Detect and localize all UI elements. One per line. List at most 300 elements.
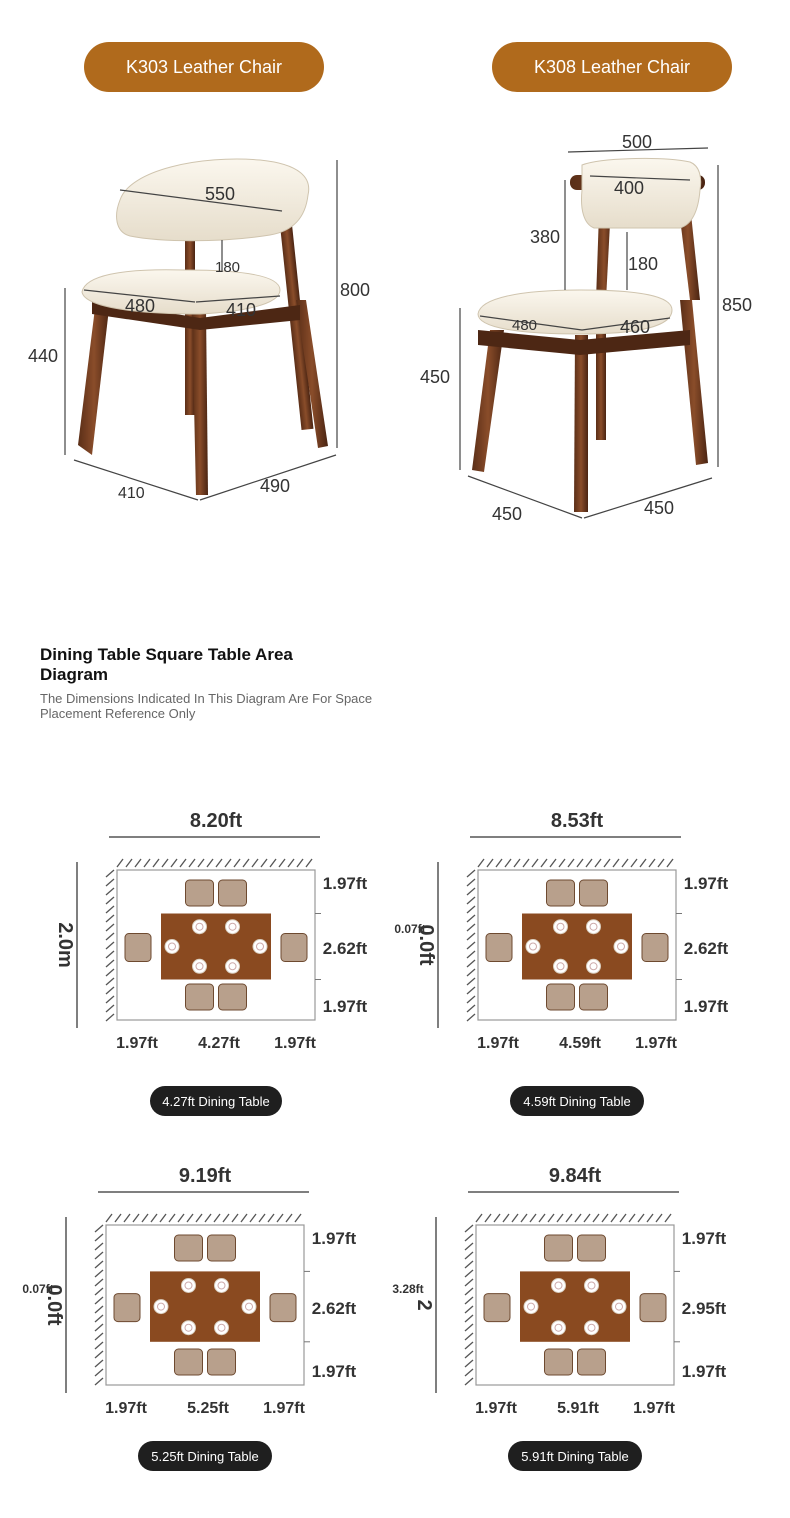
plate [587, 920, 601, 934]
wall-hatch [465, 1351, 473, 1358]
chair-left [114, 1294, 140, 1322]
wall-hatch [467, 897, 475, 904]
wall-hatch [629, 1214, 635, 1222]
wall-hatch [106, 924, 114, 931]
chair-right [642, 934, 668, 962]
chair-top [208, 1235, 236, 1261]
plan-4-tag [508, 1441, 642, 1471]
wall-hatch [106, 906, 114, 913]
wall-hatch [604, 859, 610, 867]
plate [165, 940, 179, 954]
wall-hatch [106, 951, 114, 958]
wall-hatch [559, 859, 565, 867]
wall-hatch [595, 859, 601, 867]
plan-3-tag-label: 5.25ft Dining Table [151, 1448, 259, 1464]
wall-hatch [277, 1214, 283, 1222]
room-outline [117, 870, 315, 1020]
wall-hatch [95, 1351, 103, 1358]
right-dim-label: 1.97ft [681, 1362, 727, 1381]
wall-hatch [514, 859, 520, 867]
plate-rim [618, 943, 625, 950]
k308-gap: 180 [628, 254, 659, 274]
wall-hatch [647, 1214, 653, 1222]
chair-bottom [547, 984, 575, 1010]
wall-hatch [234, 859, 240, 867]
plate-rim [557, 923, 564, 930]
wall-hatch [95, 1270, 103, 1277]
wall-hatch [124, 1214, 130, 1222]
wall-hatch [95, 1288, 103, 1295]
k308-back-height: 380 [530, 227, 561, 247]
plate [587, 959, 601, 973]
plate [253, 940, 267, 954]
chair-bottom [208, 1349, 236, 1375]
wall-hatch [178, 1214, 184, 1222]
k308-seat-height: 450 [420, 367, 451, 387]
wall-hatch [665, 1214, 671, 1222]
wall-hatch [566, 1214, 572, 1222]
plate-rim [185, 1282, 192, 1289]
wall-hatch [106, 1005, 114, 1012]
wall-hatch [467, 969, 475, 976]
wall-hatch [286, 1214, 292, 1222]
bottom-dim-label: 1.97ft [477, 1035, 519, 1052]
wall-hatch [144, 859, 150, 867]
bottom-dim-label: 1.97ft [274, 1035, 316, 1052]
plate [612, 1300, 626, 1314]
wall-hatch [638, 1214, 644, 1222]
wall-hatch [95, 1315, 103, 1322]
wall-hatch [467, 924, 475, 931]
wall-hatch [465, 1288, 473, 1295]
bottom-dim-label: 4.27ft [198, 1035, 240, 1052]
right-dim-label: 2.62ft [322, 939, 368, 958]
wall-hatch [505, 859, 511, 867]
chair-top [175, 1235, 203, 1261]
plate-rim [169, 943, 176, 950]
wall-hatch [106, 897, 114, 904]
plate [182, 1278, 196, 1292]
wall-hatch [95, 1225, 103, 1232]
height-label: 2.0m [54, 922, 76, 968]
wall-hatch [467, 1014, 475, 1021]
wall-hatch [95, 1252, 103, 1259]
k303-height: 800 [340, 280, 371, 300]
wall-hatch [568, 859, 574, 867]
plate [242, 1300, 256, 1314]
chair-bottom [219, 984, 247, 1010]
wall-hatch [465, 1243, 473, 1250]
wall-hatch [467, 987, 475, 994]
wall-hatch [306, 859, 312, 867]
k303-base-depth: 490 [260, 476, 291, 496]
wall-hatch [631, 859, 637, 867]
wall-hatch [467, 870, 475, 877]
chair-top [547, 880, 575, 906]
wall-hatch [465, 1279, 473, 1286]
wall-hatch [95, 1360, 103, 1367]
plate [524, 1300, 538, 1314]
wall-hatch [465, 1324, 473, 1331]
wall-hatch [503, 1214, 509, 1222]
k308-base-width: 450 [492, 504, 523, 524]
right-dim-label: 1.97ft [311, 1362, 357, 1381]
plate-rim [229, 923, 236, 930]
wall-hatch [658, 859, 664, 867]
wall-hatch [106, 888, 114, 895]
total-width-label: 9.84ft [548, 1165, 602, 1187]
bottom-dim-label: 1.97ft [105, 1400, 147, 1417]
wall-hatch [196, 1214, 202, 1222]
total-width-label: 8.20ft [189, 810, 243, 832]
wall-hatch [667, 859, 673, 867]
wall-hatch [622, 859, 628, 867]
wall-hatch [611, 1214, 617, 1222]
wall-hatch [95, 1369, 103, 1376]
bottom-dim-label: 1.97ft [633, 1400, 675, 1417]
wall-hatch [548, 1214, 554, 1222]
wall-hatch [467, 879, 475, 886]
right-dim-label: 1.97ft [681, 1229, 727, 1248]
plate [552, 1321, 566, 1335]
wall-hatch [584, 1214, 590, 1222]
wall-hatch [189, 859, 195, 867]
wall-hatch [187, 1214, 193, 1222]
bottom-dim-label: 5.25ft [187, 1400, 229, 1417]
wall-hatch [467, 978, 475, 985]
chair-bottom [175, 1349, 203, 1375]
plan-3-tag [138, 1441, 272, 1471]
wall-hatch [476, 1214, 482, 1222]
wall-hatch [95, 1324, 103, 1331]
plan-1-tag-label: 4.27ft Dining Table [162, 1093, 270, 1109]
wall-hatch [241, 1214, 247, 1222]
wall-hatch [225, 859, 231, 867]
k303-title-pill [84, 42, 324, 92]
bottom-dim-label: 1.97ft [475, 1400, 517, 1417]
wall-hatch [135, 859, 141, 867]
bottom-dim-label: 1.97ft [116, 1035, 158, 1052]
wall-hatch [216, 859, 222, 867]
wall-hatch [106, 879, 114, 886]
wall-hatch [656, 1214, 662, 1222]
plate-rim [218, 1324, 225, 1331]
plate-rim [196, 963, 203, 970]
plate-rim [616, 1303, 623, 1310]
wall-hatch [550, 859, 556, 867]
chair-top [545, 1235, 573, 1261]
wall-hatch [467, 888, 475, 895]
wall-hatch [117, 859, 123, 867]
wall-hatch [106, 978, 114, 985]
chair-right [640, 1294, 666, 1322]
wall-hatch [95, 1297, 103, 1304]
wall-hatch [232, 1214, 238, 1222]
chair-left [486, 934, 512, 962]
k303-back-width: 550 [205, 184, 236, 204]
wall-hatch [106, 933, 114, 940]
plate-rim [590, 923, 597, 930]
k308-seat-width: 480 [512, 317, 538, 334]
section-title: Dining Table Square Table Area Diagram [40, 645, 293, 684]
plate [215, 1321, 229, 1335]
wall-hatch [95, 1378, 103, 1385]
plate [614, 940, 628, 954]
dining-table [150, 1271, 260, 1341]
plate-rim [229, 963, 236, 970]
plan-2-tag [510, 1086, 644, 1116]
wall-hatch [198, 859, 204, 867]
wall-hatch [478, 859, 484, 867]
wall-hatch [467, 951, 475, 958]
wall-hatch [106, 996, 114, 1003]
plate [215, 1278, 229, 1292]
room-outline [476, 1225, 674, 1385]
section-subtitle: The Dimensions Indicated In This Diagram Are For Space Placement Reference Only [40, 691, 373, 721]
wall-hatch [521, 1214, 527, 1222]
plate-rim [257, 943, 264, 950]
height-alt-label: 0.07ft [394, 922, 426, 936]
k308-seat-depth: 460 [620, 317, 651, 337]
k303-title: K303 Leather Chair [125, 56, 283, 77]
plate [526, 940, 540, 954]
room-outline [478, 870, 676, 1020]
total-width-label: 8.53ft [550, 810, 604, 832]
plate [226, 959, 240, 973]
wall-hatch [171, 859, 177, 867]
k303-seat-height: 440 [28, 346, 59, 366]
dining-table [161, 914, 271, 980]
k308-back-width: 400 [614, 178, 645, 198]
chair-top [219, 880, 247, 906]
wall-hatch [539, 1214, 545, 1222]
wall-hatch [106, 1014, 114, 1021]
wall-hatch [465, 1369, 473, 1376]
wall-hatch [465, 1306, 473, 1313]
wall-hatch [512, 1214, 518, 1222]
wall-hatch [95, 1279, 103, 1286]
total-width-label: 9.19ft [178, 1165, 232, 1187]
plate-rim [185, 1324, 192, 1331]
wall-hatch [465, 1297, 473, 1304]
plate [554, 920, 568, 934]
wall-hatch [95, 1306, 103, 1313]
wall-hatch [106, 942, 114, 949]
wall-hatch [95, 1261, 103, 1268]
wall-hatch [557, 1214, 563, 1222]
wall-hatch [640, 859, 646, 867]
plate-rim [555, 1324, 562, 1331]
plate-rim [588, 1324, 595, 1331]
wall-hatch [602, 1214, 608, 1222]
wall-hatch [169, 1214, 175, 1222]
wall-hatch [465, 1333, 473, 1340]
wall-hatch [465, 1360, 473, 1367]
wall-hatch [106, 870, 114, 877]
k308-chair [472, 158, 708, 512]
k308-height: 850 [722, 295, 753, 315]
chair-dimension-illustration [0, 100, 790, 530]
wall-hatch [467, 996, 475, 1003]
wall-hatch [261, 859, 267, 867]
wall-hatch [288, 859, 294, 867]
wall-hatch [494, 1214, 500, 1222]
wall-hatch [223, 1214, 229, 1222]
plate-rim [590, 963, 597, 970]
height-alt-label: 0.07ft [22, 1282, 54, 1296]
wall-hatch [95, 1333, 103, 1340]
wall-hatch [530, 1214, 536, 1222]
wall-hatch [487, 859, 493, 867]
wall-hatch [95, 1342, 103, 1349]
wall-hatch [270, 859, 276, 867]
wall-hatch [295, 1214, 301, 1222]
plate-rim [246, 1303, 253, 1310]
wall-hatch [106, 969, 114, 976]
wall-hatch [467, 906, 475, 913]
k308-title: K308 Leather Chair [533, 56, 691, 77]
plate-rim [218, 1282, 225, 1289]
chair-bottom [580, 984, 608, 1010]
plan-4-tag-label: 5.91ft Dining Table [521, 1448, 629, 1464]
wall-hatch [467, 942, 475, 949]
wall-hatch [465, 1378, 473, 1385]
plate [585, 1321, 599, 1335]
chair-top [580, 880, 608, 906]
wall-hatch [465, 1225, 473, 1232]
plate-rim [557, 963, 564, 970]
wall-hatch [126, 859, 132, 867]
plate [585, 1278, 599, 1292]
wall-hatch [467, 1005, 475, 1012]
wall-hatch [160, 1214, 166, 1222]
wall-hatch [151, 1214, 157, 1222]
right-dim-label: 1.97ft [311, 1229, 357, 1248]
room-outline [106, 1225, 304, 1385]
k308-title-pill [492, 42, 732, 92]
wall-hatch [268, 1214, 274, 1222]
wall-hatch [465, 1234, 473, 1241]
chair-top [578, 1235, 606, 1261]
wall-hatch [467, 960, 475, 967]
k303-gap: 180 [215, 259, 241, 276]
bottom-dim-label: 1.97ft [263, 1400, 305, 1417]
k303-seat-depth: 410 [226, 300, 257, 320]
wall-hatch [214, 1214, 220, 1222]
plate [193, 959, 207, 973]
wall-hatch [586, 859, 592, 867]
right-dim-label: 1.97ft [683, 874, 729, 893]
wall-hatch [532, 859, 538, 867]
wall-hatch [162, 859, 168, 867]
wall-hatch [250, 1214, 256, 1222]
bottom-dim-label: 5.91ft [557, 1400, 599, 1417]
wall-hatch [279, 859, 285, 867]
plan-2-tag-label: 4.59ft Dining Table [523, 1093, 631, 1109]
chair-right [281, 934, 307, 962]
plate [552, 1278, 566, 1292]
wall-hatch [649, 859, 655, 867]
wall-hatch [115, 1214, 121, 1222]
wall-hatch [523, 859, 529, 867]
wall-hatch [577, 859, 583, 867]
plate [154, 1300, 168, 1314]
wall-hatch [593, 1214, 599, 1222]
wall-hatch [205, 1214, 211, 1222]
wall-hatch [541, 859, 547, 867]
wall-hatch [496, 859, 502, 867]
k308-base-depth: 450 [644, 498, 675, 518]
height-label: 0.0ft [415, 924, 437, 966]
wall-hatch [106, 987, 114, 994]
chair-bottom [186, 984, 214, 1010]
bottom-dim-label: 1.97ft [635, 1035, 677, 1052]
wall-hatch [467, 915, 475, 922]
wall-hatch [259, 1214, 265, 1222]
wall-hatch [465, 1315, 473, 1322]
wall-hatch [142, 1214, 148, 1222]
wall-hatch [465, 1261, 473, 1268]
chair-left [484, 1294, 510, 1322]
k303-base-width: 410 [118, 485, 145, 502]
plate-rim [588, 1282, 595, 1289]
right-dim-label: 2.62ft [683, 939, 729, 958]
dining-table [520, 1271, 630, 1341]
wall-hatch [207, 859, 213, 867]
chair-bottom [545, 1349, 573, 1375]
wall-hatch [95, 1243, 103, 1250]
wall-hatch [575, 1214, 581, 1222]
wall-hatch [95, 1234, 103, 1241]
plan-1-tag [150, 1086, 282, 1116]
chair-bottom [578, 1349, 606, 1375]
wall-hatch [106, 960, 114, 967]
chair-left [125, 934, 151, 962]
dining-table [522, 914, 632, 980]
chair-top [186, 880, 214, 906]
wall-hatch [180, 859, 186, 867]
plate-rim [528, 1303, 535, 1310]
wall-hatch [620, 1214, 626, 1222]
right-dim-label: 2.62ft [311, 1299, 357, 1318]
plate [193, 920, 207, 934]
wall-hatch [613, 859, 619, 867]
wall-hatch [153, 859, 159, 867]
chair-right [270, 1294, 296, 1322]
right-dim-label: 2.95ft [681, 1299, 727, 1318]
right-dim-label: 1.97ft [683, 997, 729, 1016]
plate [554, 959, 568, 973]
wall-hatch [106, 1214, 112, 1222]
wall-hatch [465, 1342, 473, 1349]
wall-hatch [252, 859, 258, 867]
wall-hatch [467, 933, 475, 940]
wall-hatch [106, 915, 114, 922]
wall-hatch [243, 859, 249, 867]
plate-rim [158, 1303, 165, 1310]
k303-seat-width: 480 [125, 296, 156, 316]
right-dim-label: 1.97ft [322, 874, 368, 893]
wall-hatch [465, 1270, 473, 1277]
k308-top-width: 500 [622, 132, 653, 152]
height-label: 2 [413, 1299, 435, 1311]
plate [182, 1321, 196, 1335]
wall-hatch [133, 1214, 139, 1222]
right-dim-label: 1.97ft [322, 997, 368, 1016]
wall-hatch [485, 1214, 491, 1222]
plate-rim [555, 1282, 562, 1289]
wall-hatch [465, 1252, 473, 1259]
